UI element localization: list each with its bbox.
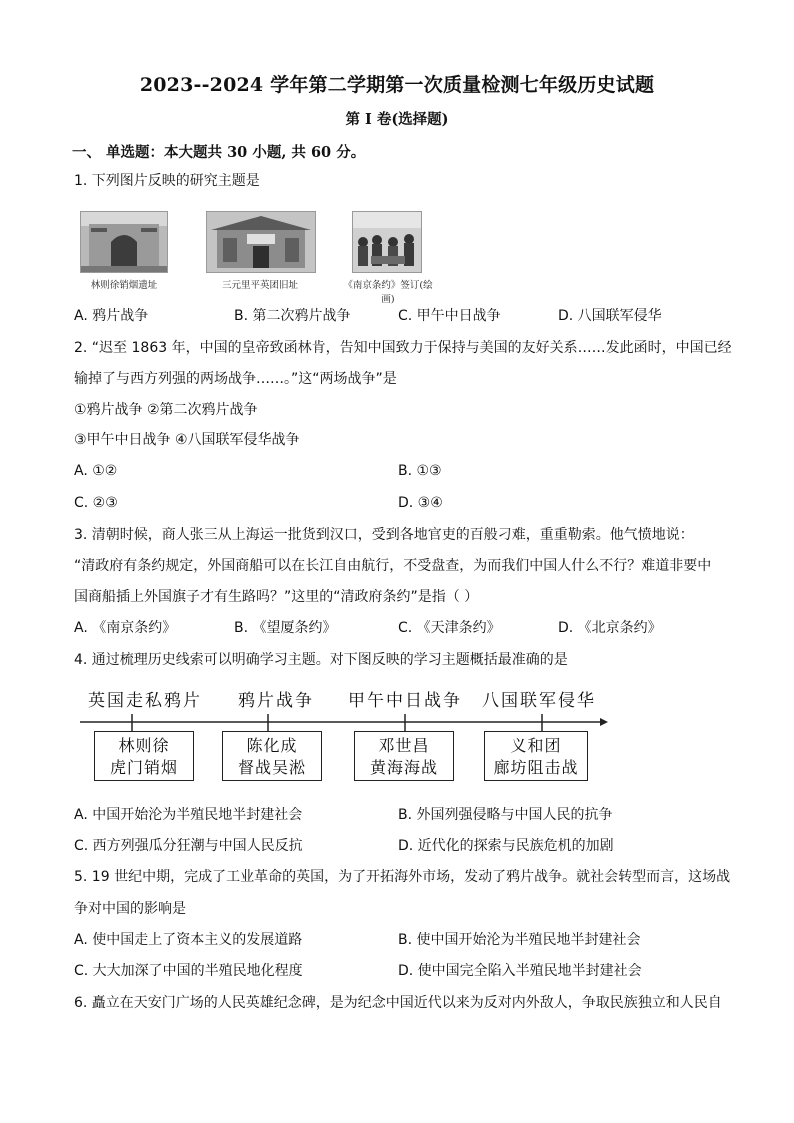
q2-option-d: D. ③④ <box>398 495 443 511</box>
box-2-line2: 督战吴淞 <box>237 758 306 777</box>
q1-option-c: C. 甲午中日战争 <box>398 308 501 324</box>
q1-photo-2 <box>206 211 316 273</box>
timeline-box-4 <box>484 731 588 781</box>
timeline-label-4: 八国联军侵华 <box>482 691 596 711</box>
q3-stem-line2: “清政府有条约规定，外国商船可以在长江自由航行，不受盘查，为而我们中国人什么不行？难道非要中 <box>74 558 712 574</box>
q1-option-d: D. 八国联军侵华 <box>558 308 662 324</box>
q1-caption-3: 《南京条约》签订(绘画) <box>343 280 433 305</box>
box-3-line1: 邓世昌 <box>378 736 430 755</box>
q1-caption-1: 林则徐销烟遗址 <box>90 280 158 291</box>
box-3-line2: 黄海海战 <box>369 758 438 777</box>
q2-option-a: A. ①② <box>74 463 118 479</box>
q3-option-a: A. 《南京条约》 <box>74 620 177 636</box>
q4-option-c: C. 西方列强瓜分狂潮与中国人民反抗 <box>74 838 303 854</box>
q4-option-b: B. 外国列强侵略与中国人民的抗争 <box>398 807 613 823</box>
q5-stem-line2: 争对中国的影响是 <box>74 901 186 917</box>
q2-stem-line2: 输掉了与西方列强的两场战争……。”这“两场战争”是 <box>74 371 397 387</box>
q3-option-c: C. 《天津条约》 <box>398 620 501 636</box>
q3-option-b: B. 《望厦条约》 <box>234 620 337 636</box>
q2-stem-line1: 2. “迟至 1863 年，中国的皇帝致函林肯，告知中国致力于保持与美国的友好关系……发此函时，中国已经 <box>74 340 732 356</box>
q2-items-1: ①鸦片战争 ②第二次鸦片战争 <box>74 402 258 418</box>
box-2-line1: 陈化成 <box>246 736 298 755</box>
q5-option-d: D. 使中国完全陷入半殖民地半封建社会 <box>398 963 642 979</box>
timeline-box-1 <box>94 731 194 781</box>
q5-option-b: B. 使中国开始沦为半殖民地半封建社会 <box>398 932 641 948</box>
q1-caption-2: 三元里平英团旧址 <box>221 280 298 291</box>
q5-stem-line1: 5. 19 世纪中期，完成了工业革命的英国，为了开拓海外市场，发动了鸦片战争。就社会转型而言，这场战 <box>74 869 731 885</box>
q4-option-a: A. 中国开始沦为半殖民地半封建社会 <box>74 807 303 823</box>
box-4-line2: 廊坊阻击战 <box>493 758 579 777</box>
q6-stem-line1: 6. 矗立在天安门广场的人民英雄纪念碑，是为纪念中国近代以来为反对内外敌人，争取民族独立和人民自 <box>74 995 722 1011</box>
section-heading: 一、 单选题：本大题共 30 小题, 共 60 分。 <box>72 144 366 161</box>
q3-stem-line1: 3. 清朝时候，商人张三从上海运一批货到汉口，受到各地官吏的百般刁难，重重勒索。他气愤地说： <box>74 527 694 543</box>
q5-option-c: C. 大大加深了中国的半殖民地化程度 <box>74 963 303 979</box>
exam-subtitle: 第 I 卷(选择题) <box>345 111 449 128</box>
q3-stem-line3: 国商船插上外国旗子才有生路吗？”这里的“清政府条约”是指（ ） <box>74 589 479 605</box>
q2-option-b: B. ①③ <box>398 463 442 479</box>
q1-option-b: B. 第二次鸦片战争 <box>234 308 351 324</box>
q4-option-d: D. 近代化的探索与民族危机的加剧 <box>398 838 614 854</box>
box-1-line1: 林则徐 <box>118 736 170 755</box>
q1-stem: 1. 下列图片反映的研究主题是 <box>74 173 260 189</box>
box-1-line2: 虎门销烟 <box>109 758 178 777</box>
timeline-box-2 <box>222 731 322 781</box>
box-4-line1: 义和团 <box>510 736 562 755</box>
q1-photo-3 <box>352 211 422 273</box>
exam-title: 2023--2024 学年第二学期第一次质量检测七年级历史试题 <box>139 74 655 96</box>
q3-option-d: D. 《北京条约》 <box>558 620 662 636</box>
timeline-label-1: 英国走私鸦片 <box>88 691 202 711</box>
timeline-label-2: 鸦片战争 <box>238 691 314 711</box>
timeline-box-3 <box>354 731 454 781</box>
q2-option-c: C. ②③ <box>74 495 118 511</box>
q1-option-a: A. 鸦片战争 <box>74 308 149 324</box>
q5-option-a: A. 使中国走上了资本主义的发展道路 <box>74 932 303 948</box>
q2-items-2: ③甲午中日战争 ④八国联军侵华战争 <box>74 432 300 448</box>
timeline-label-3: 甲午中日战争 <box>348 691 462 711</box>
q1-photo-1 <box>80 211 168 273</box>
q4-stem: 4. 通过梳理历史线索可以明确学习主题。对下图反映的学习主题概括最准确的是 <box>74 652 568 668</box>
